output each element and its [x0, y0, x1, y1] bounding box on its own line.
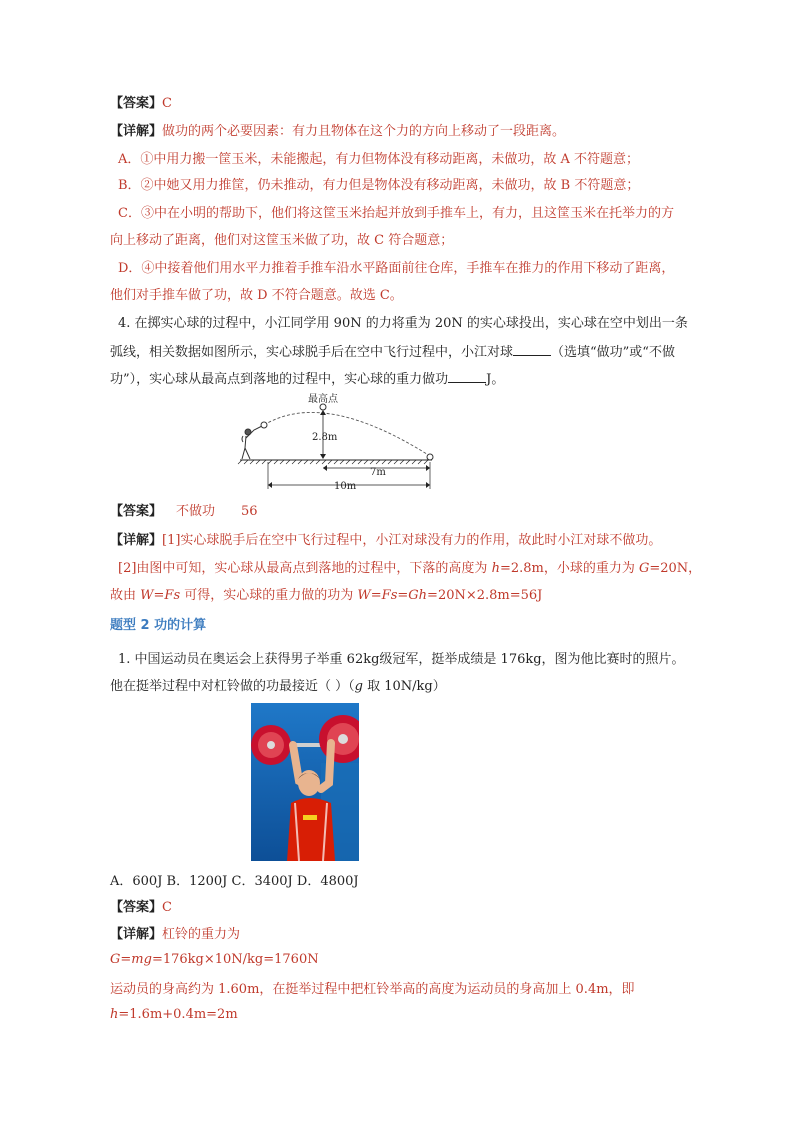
detail-tag: 【详解】	[110, 927, 163, 942]
var-g: G	[110, 952, 121, 967]
jersey	[287, 798, 335, 861]
p1-detail-line2: 运动员的身高约为 1.60m，在挺举过程中把杠铃举高的高度为运动员的身高加上 0.4m，即	[110, 982, 635, 997]
var-w: W	[357, 588, 371, 603]
section-heading: 题型 2 功的计算	[110, 618, 207, 633]
ball-landing	[427, 454, 433, 460]
detail-text-3a: 故由	[110, 588, 141, 603]
answer-value: C	[162, 900, 172, 915]
answer-blank-2	[448, 368, 486, 383]
p1-text-2c: 取 10N/kg）	[362, 679, 446, 694]
detail-text-2a: [2]由图中可知，实心球从最高点到落地的过程中，下落的高度为	[118, 561, 492, 576]
var-g: g	[354, 679, 363, 694]
q3-option-d-line2: 他们对手推车做了功，故 D 不符合题意。故选 C。	[110, 288, 403, 303]
p1-question-line2	[110, 677, 446, 697]
right-plate-hub	[338, 734, 348, 744]
p1-formula-height	[110, 1005, 238, 1025]
equals: =	[120, 952, 132, 967]
q4-text-2b: （选填“做功”或“不做	[551, 345, 675, 360]
throw-trajectory-diagram	[232, 392, 437, 492]
p1-options: A．600J B．1200J C．3400J D．4800J	[110, 874, 359, 889]
detail-text-2c: =2.8m，小球的重力为	[499, 561, 639, 576]
answer-value-2: 56	[241, 504, 258, 519]
detail-text-3e: 可得，实心球的重力做的功为	[180, 588, 358, 603]
formula-result: =1.6m+0.4m=2m	[118, 1007, 238, 1022]
answer-value-1: 不做功	[176, 504, 216, 519]
detail-result: =20N×2.8m=56J	[427, 588, 543, 603]
ball-start	[261, 422, 267, 428]
answer-tag: 【答案】	[110, 96, 163, 111]
detail-text-2e: =20N，	[649, 561, 702, 576]
q4-question-line3	[110, 368, 504, 390]
weightlifter-photo	[251, 703, 359, 861]
height-arrow-head-bottom	[320, 454, 326, 459]
detail-text-1: 杠铃的重力为	[162, 927, 241, 942]
q4-question-line1: 4. 在掷实心球的过程中，小江同学用 90N 的力将重为 20N 的实心球投出，实心球在空中划出一条	[118, 316, 688, 331]
answer-tag: 【答案】	[110, 900, 163, 915]
detail-text-1: [1]实心球脱手后在空中飞行过程中，小江对球没有力的作用，故此时小江对球不做功。	[162, 533, 662, 548]
q3-option-b: B．②中她又用力推筐，仍未推动，有力但是物体没有移动距离，未做功，故 B 不符题意；	[118, 178, 640, 193]
q4-answer-line	[110, 502, 258, 522]
head	[298, 770, 320, 796]
q3-option-c-line2: 向上移动了距离，他们对这筐玉米做了功，故 C 符合题意；	[110, 233, 454, 248]
left-plate-hub	[267, 741, 275, 749]
formula-result: =176kg×10N/kg=1760N	[151, 952, 319, 967]
answer-blank-1	[513, 341, 551, 356]
detail-text: 做功的两个必要因素：有力且物体在这个力的方向上移动了一段距离。	[162, 124, 566, 139]
p1-text-2a: 他在挺举过程中对杠铃做的功最接近（ ）（	[110, 679, 355, 694]
equals: =	[370, 588, 382, 603]
height-label: 2.8m	[312, 432, 338, 443]
equals: =	[153, 588, 165, 603]
p1-detail-line1	[110, 925, 240, 945]
q4-detail-line2	[118, 559, 701, 579]
q3-answer-line	[110, 94, 172, 114]
q3-option-d-line1: D．④中接着他们用水平力推着手推车沿水平路面前往仓库，手推车在推力的作用下移动了距离，	[118, 261, 675, 276]
peak-label: 最高点	[308, 394, 338, 405]
var-w: W	[140, 588, 154, 603]
detail-tag: 【详解】	[110, 124, 163, 139]
var-h: h	[491, 561, 500, 576]
q4-text-2a: 弧线，相关数据如图所示，实心球脱手后在空中飞行过程中，小江对球	[110, 345, 514, 360]
detail-tag: 【详解】	[110, 533, 163, 548]
answer-tag: 【答案】	[110, 504, 163, 519]
var-fs: Fs	[164, 588, 181, 603]
var-mg: mg	[131, 952, 152, 967]
var-fs: Fs	[381, 588, 398, 603]
p1-answer-line	[110, 898, 172, 918]
height-arrow-head-top	[320, 410, 326, 415]
q3-detail-line	[110, 122, 565, 142]
q3-option-a: A．①中用力搬一筐玉米，未能搬起，有力但物体没有移动距离，未做功，故 A 不符题意；	[118, 152, 640, 167]
var-h: h	[110, 1007, 119, 1022]
q4-text-3b: J。	[486, 372, 505, 387]
short-dimension-label: 7m	[370, 467, 386, 478]
equals: =	[397, 588, 409, 603]
q4-detail-line1	[110, 531, 661, 551]
total-dimension-label: 10m	[334, 481, 357, 492]
thrower-figure	[242, 426, 262, 459]
q3-option-c-line1: C．③中在小明的帮助下，他们将这筐玉米抬起并放到手推车上，有力，且这筐玉米在托举力的方	[118, 206, 674, 221]
jersey-emblem	[303, 815, 317, 820]
ground-hatch	[238, 460, 428, 464]
var-g: G	[638, 561, 650, 576]
p1-formula-weight	[110, 950, 319, 970]
var-gh: Gh	[408, 588, 428, 603]
p1-question-line1: 1. 中国运动员在奥运会上获得男子举重 62kg级冠军，挺举成绩是 176kg，图为他比赛时的照片。	[118, 652, 685, 667]
q4-text-3a: 功”），实心球从最高点到落地的过程中，实心球的重力做功	[110, 372, 449, 387]
q4-question-line2	[110, 341, 675, 363]
trajectory-arc	[264, 412, 430, 456]
q4-detail-line3	[110, 586, 542, 606]
answer-value: C	[162, 96, 172, 111]
